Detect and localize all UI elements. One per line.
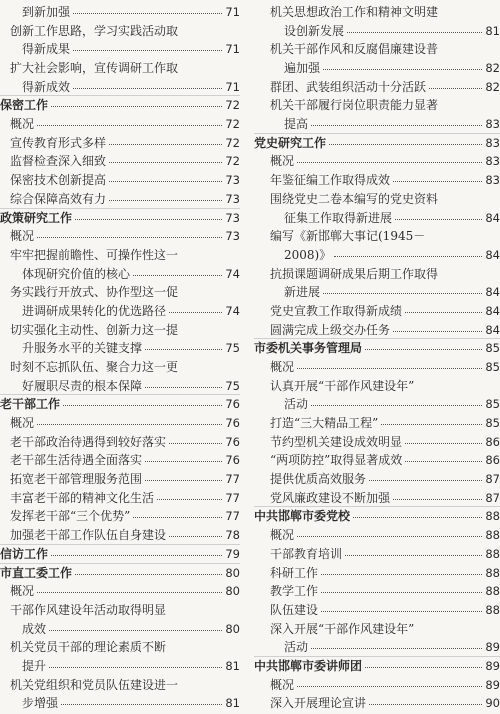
entry-title: 概况 bbox=[270, 678, 295, 692]
toc-entry[interactable] bbox=[0, 469, 240, 488]
page-number: 72 bbox=[225, 153, 240, 168]
page-number: 72 bbox=[225, 97, 240, 112]
page-number: 88 bbox=[485, 546, 500, 561]
toc-entry[interactable] bbox=[254, 544, 500, 563]
leader-dots bbox=[73, 88, 222, 89]
entry-title: 得新成果 bbox=[22, 42, 71, 56]
leader-dots bbox=[145, 387, 222, 388]
entry-title: 概况 bbox=[270, 360, 295, 374]
leader-dots bbox=[109, 162, 222, 163]
page-number: 76 bbox=[225, 415, 240, 430]
leader-dots bbox=[37, 592, 222, 593]
toc-entry[interactable] bbox=[0, 619, 240, 638]
entry-title: 机关党组织和党员队伍建设进一 bbox=[10, 678, 179, 692]
page-number: 73 bbox=[225, 191, 240, 206]
leader-dots bbox=[133, 275, 222, 276]
leader-dots bbox=[49, 630, 222, 631]
entry-title: 活动 bbox=[284, 397, 309, 411]
page-number: 81 bbox=[485, 23, 500, 38]
entry-title: 活动 bbox=[284, 640, 309, 654]
toc-section-heading[interactable] bbox=[0, 544, 240, 563]
page-number: 89 bbox=[485, 658, 500, 673]
toc-entry[interactable] bbox=[0, 264, 240, 283]
page-number: 85 bbox=[485, 359, 500, 374]
page-number: 75 bbox=[225, 378, 240, 393]
toc-entry[interactable] bbox=[254, 413, 500, 432]
leader-dots bbox=[51, 106, 222, 107]
leader-dots bbox=[297, 368, 482, 369]
toc-entry[interactable] bbox=[0, 432, 240, 451]
leader-dots bbox=[345, 555, 482, 556]
entry-title: 概况 bbox=[270, 154, 295, 168]
leader-dots bbox=[311, 648, 482, 649]
entry-title: 圆满完成上级交办任务 bbox=[270, 323, 391, 337]
page-number: 80 bbox=[225, 565, 240, 580]
page-number: 86 bbox=[485, 452, 500, 467]
toc-section-heading[interactable] bbox=[254, 133, 500, 152]
leader-dots bbox=[73, 13, 222, 14]
leader-dots bbox=[365, 349, 482, 350]
entry-title: 机关干部履行岗位职责能力显著 bbox=[270, 98, 439, 112]
toc-entry[interactable] bbox=[254, 151, 500, 170]
entry-title: 2008)》 bbox=[284, 248, 332, 262]
page-number: 74 bbox=[225, 266, 240, 281]
entry-title: 务实践行开放式、协作型这一促 bbox=[10, 285, 179, 299]
entry-title: 机关干部作风和反腐倡廉建设普 bbox=[270, 42, 439, 56]
leader-dots bbox=[51, 555, 222, 556]
leader-dots bbox=[381, 424, 482, 425]
entry-title: 概况 bbox=[10, 584, 35, 598]
leader-dots bbox=[329, 144, 482, 145]
page-number: 72 bbox=[225, 135, 240, 150]
section-title: 老干部工作 bbox=[0, 397, 61, 411]
page-number: 84 bbox=[485, 284, 500, 299]
page-number: 88 bbox=[485, 527, 500, 542]
entry-title: 征集工作取得新进展 bbox=[284, 211, 393, 225]
leader-dots bbox=[347, 32, 482, 33]
entry-title: 科研工作 bbox=[270, 566, 319, 580]
page-number: 76 bbox=[225, 452, 240, 467]
leader-dots bbox=[321, 574, 482, 575]
toc-entry[interactable] bbox=[254, 488, 500, 507]
toc-entry[interactable] bbox=[0, 58, 240, 77]
toc-entry[interactable] bbox=[0, 656, 240, 675]
toc-entry[interactable] bbox=[0, 77, 240, 96]
toc-entry[interactable] bbox=[254, 114, 500, 133]
entry-title: 得新成效 bbox=[22, 80, 71, 94]
leader-dots bbox=[353, 517, 482, 518]
toc-entry[interactable] bbox=[0, 637, 240, 656]
toc-entry[interactable] bbox=[0, 488, 240, 507]
section-title: 中共邯郸市委党校 bbox=[254, 509, 351, 523]
toc-entry[interactable] bbox=[254, 637, 500, 656]
toc-entry[interactable] bbox=[0, 320, 240, 339]
entry-title: 抗损课题调研成果后期工作取得 bbox=[270, 267, 439, 281]
entry-title: 保密技术创新提高 bbox=[10, 173, 107, 187]
entry-title: 丰富老干部的精神文化生活 bbox=[10, 491, 155, 505]
section-title: 市直工委工作 bbox=[0, 566, 73, 580]
leader-dots bbox=[109, 200, 222, 201]
toc-entry[interactable] bbox=[254, 320, 500, 339]
leader-dots bbox=[395, 219, 482, 220]
page-number: 88 bbox=[485, 602, 500, 617]
toc-entry[interactable] bbox=[254, 21, 500, 40]
entry-title: 打造“三大精品工程” bbox=[270, 416, 379, 430]
entry-title: 认真开展“干部作风建设年” bbox=[270, 379, 415, 393]
entry-title: 概况 bbox=[10, 416, 35, 430]
toc-entry[interactable] bbox=[0, 357, 240, 376]
section-title: 政策研究工作 bbox=[0, 211, 73, 225]
toc-left-column bbox=[0, 0, 240, 714]
leader-dots bbox=[369, 704, 482, 705]
toc-entry[interactable] bbox=[254, 282, 500, 301]
toc-entry[interactable] bbox=[0, 338, 240, 357]
leader-dots bbox=[61, 704, 222, 705]
toc-entry[interactable] bbox=[254, 39, 500, 58]
page-number: 80 bbox=[225, 583, 240, 598]
page-number: 90 bbox=[485, 695, 500, 710]
entry-title: 年鉴征编工作取得成效 bbox=[270, 173, 391, 187]
page-number: 88 bbox=[485, 583, 500, 598]
toc-entry[interactable] bbox=[0, 581, 240, 600]
page-number: 84 bbox=[485, 303, 500, 318]
page-number: 71 bbox=[225, 79, 240, 94]
page-number: 87 bbox=[485, 490, 500, 505]
entry-title: 到新加强 bbox=[22, 5, 71, 19]
leader-dots bbox=[49, 667, 222, 668]
leader-dots bbox=[63, 405, 222, 406]
toc-entry[interactable] bbox=[0, 2, 240, 21]
section-title: 中共邯郸市委讲师团 bbox=[254, 659, 363, 673]
toc-entry[interactable] bbox=[254, 450, 500, 469]
toc-entry[interactable] bbox=[254, 376, 500, 395]
entry-title: 升服务水平的关键支撑 bbox=[22, 341, 143, 355]
toc-entry[interactable] bbox=[0, 133, 240, 152]
entry-title: 宣传教育形式多样 bbox=[10, 136, 107, 150]
page-number: 85 bbox=[485, 340, 500, 355]
entry-title: “两项防控”取得显著成效 bbox=[270, 453, 403, 467]
page-number: 86 bbox=[485, 434, 500, 449]
toc-entry[interactable] bbox=[254, 226, 500, 245]
page-number: 76 bbox=[225, 396, 240, 411]
toc-entry[interactable] bbox=[254, 394, 500, 413]
page-number: 78 bbox=[225, 527, 240, 542]
toc-entry[interactable] bbox=[254, 264, 500, 283]
page-number: 73 bbox=[225, 228, 240, 243]
section-title: 市委机关事务管理局 bbox=[254, 341, 363, 355]
leader-dots bbox=[145, 461, 222, 462]
page-number: 72 bbox=[225, 116, 240, 131]
leader-dots bbox=[169, 312, 222, 313]
entry-title: 概况 bbox=[270, 528, 295, 542]
page-number: 77 bbox=[225, 490, 240, 505]
entry-title: 切实强化主动性、创新力这一提 bbox=[10, 323, 179, 337]
entry-title: 群团、武装组织活动十分活跃 bbox=[270, 80, 427, 94]
leader-dots bbox=[321, 611, 482, 612]
toc-entry[interactable] bbox=[0, 245, 240, 264]
entry-title: 干部教育培训 bbox=[270, 547, 343, 561]
entry-title: 节约型机关建设成效明显 bbox=[270, 435, 403, 449]
entry-title: 深入开展“干部作风建设年” bbox=[270, 622, 415, 636]
leader-dots bbox=[145, 480, 222, 481]
page-number: 85 bbox=[485, 396, 500, 411]
leader-dots bbox=[393, 499, 482, 500]
toc-entry[interactable] bbox=[0, 675, 240, 694]
entry-title: 加强老干部工作队伍自身建设 bbox=[10, 528, 167, 542]
entry-title: 好履职尽责的根本保障 bbox=[22, 379, 143, 393]
page-number: 75 bbox=[225, 340, 240, 355]
entry-title: 时刻不忘抓队伍、聚合力这一更 bbox=[10, 360, 179, 374]
toc-entry[interactable] bbox=[254, 189, 500, 208]
entry-title: 干部作风建设年活动取得明显 bbox=[10, 603, 167, 617]
leader-dots bbox=[405, 443, 482, 444]
entry-title: 提高 bbox=[284, 117, 309, 131]
toc-entry[interactable] bbox=[0, 301, 240, 320]
leader-dots bbox=[405, 312, 482, 313]
toc-entry[interactable] bbox=[254, 563, 500, 582]
page-number: 89 bbox=[485, 677, 500, 692]
toc-entry[interactable] bbox=[254, 619, 500, 638]
page-number: 74 bbox=[225, 303, 240, 318]
leader-dots bbox=[37, 237, 222, 238]
toc-entry[interactable] bbox=[0, 450, 240, 469]
leader-dots bbox=[323, 69, 482, 70]
leader-dots bbox=[321, 592, 482, 593]
entry-title: 综合保障高效有力 bbox=[10, 192, 107, 206]
leader-dots bbox=[297, 686, 482, 687]
toc-section-heading[interactable] bbox=[0, 394, 240, 413]
page-number: 76 bbox=[225, 434, 240, 449]
leader-dots bbox=[109, 144, 222, 145]
toc-section-heading[interactable] bbox=[254, 338, 500, 357]
entry-title: 步增强 bbox=[22, 696, 59, 710]
leader-dots bbox=[169, 443, 222, 444]
entry-title: 党风廉政建设不断加强 bbox=[270, 491, 391, 505]
page-number: 84 bbox=[485, 247, 500, 262]
leader-dots bbox=[311, 125, 482, 126]
leader-dots bbox=[145, 349, 222, 350]
toc-entry[interactable] bbox=[254, 432, 500, 451]
entry-title: 深入开展理论宣讲 bbox=[270, 696, 367, 710]
entry-title: 设创新发展 bbox=[284, 24, 345, 38]
page-number: 84 bbox=[485, 210, 500, 225]
entry-title: 机关党员干部的理论素质不断 bbox=[10, 640, 167, 654]
leader-dots bbox=[369, 480, 482, 481]
toc-entry[interactable] bbox=[0, 189, 240, 208]
toc-entry[interactable] bbox=[254, 469, 500, 488]
toc-entry[interactable] bbox=[0, 413, 240, 432]
toc-entry[interactable] bbox=[254, 675, 500, 694]
page-number: 82 bbox=[485, 79, 500, 94]
page-number: 88 bbox=[485, 565, 500, 580]
toc-entry[interactable] bbox=[254, 245, 500, 264]
page-number: 71 bbox=[225, 41, 240, 56]
toc-right-column bbox=[254, 0, 500, 714]
toc-entry[interactable] bbox=[0, 282, 240, 301]
section-title: 信访工作 bbox=[0, 547, 49, 561]
page-number: 81 bbox=[225, 658, 240, 673]
toc-entry[interactable] bbox=[0, 525, 240, 544]
entry-title: 围绕党史二卷本编写的党史资料 bbox=[270, 192, 439, 206]
entry-title: 概况 bbox=[10, 117, 35, 131]
entry-title: 遍加强 bbox=[284, 61, 321, 75]
leader-dots bbox=[297, 536, 482, 537]
entry-title: 扩大社会影响，宣传调研工作取 bbox=[10, 61, 179, 75]
leader-dots bbox=[37, 125, 222, 126]
leader-dots bbox=[334, 256, 482, 257]
page-number: 77 bbox=[225, 508, 240, 523]
toc-entry[interactable] bbox=[254, 525, 500, 544]
leader-dots bbox=[169, 536, 222, 537]
leader-dots bbox=[133, 517, 222, 518]
toc-entry[interactable] bbox=[254, 301, 500, 320]
entry-title: 党史宣教工作取得新成绩 bbox=[270, 304, 403, 318]
toc-entry[interactable] bbox=[254, 170, 500, 189]
leader-dots bbox=[75, 219, 222, 220]
toc-entry[interactable] bbox=[254, 600, 500, 619]
entry-title: 编写《新邯郸大事记(1945－ bbox=[270, 229, 426, 243]
entry-title: 教学工作 bbox=[270, 584, 319, 598]
toc-entry[interactable] bbox=[0, 376, 240, 395]
page-number: 77 bbox=[225, 471, 240, 486]
page-number: 83 bbox=[485, 153, 500, 168]
leader-dots bbox=[393, 181, 482, 182]
toc-entry[interactable] bbox=[254, 58, 500, 77]
page-number: 82 bbox=[485, 60, 500, 75]
entry-title: 老干部政治待遇得到较好落实 bbox=[10, 435, 167, 449]
entry-title: 发挥老干部“三个优势” bbox=[10, 509, 131, 523]
toc-section-heading[interactable] bbox=[254, 656, 500, 675]
leader-dots bbox=[365, 667, 482, 668]
leader-dots bbox=[75, 574, 222, 575]
entry-title: 体现研究价值的核心 bbox=[22, 267, 131, 281]
page-number: 89 bbox=[485, 639, 500, 654]
entry-title: 拓宽老干部管理服务范围 bbox=[10, 472, 143, 486]
toc-entry[interactable] bbox=[0, 226, 240, 245]
toc-entry[interactable] bbox=[254, 581, 500, 600]
toc-entry[interactable] bbox=[254, 693, 500, 712]
toc-entry[interactable] bbox=[0, 151, 240, 170]
leader-dots bbox=[73, 50, 222, 51]
entry-title: 队伍建设 bbox=[270, 603, 319, 617]
toc-entry[interactable] bbox=[0, 506, 240, 525]
page-number: 83 bbox=[485, 116, 500, 131]
toc-entry[interactable] bbox=[254, 95, 500, 114]
toc-entry[interactable] bbox=[254, 357, 500, 376]
section-title: 保密工作 bbox=[0, 98, 49, 112]
leader-dots bbox=[297, 162, 482, 163]
toc-entry[interactable] bbox=[0, 170, 240, 189]
page-number: 71 bbox=[225, 4, 240, 19]
entry-title: 监督检查深入细致 bbox=[10, 154, 107, 168]
toc-entry[interactable] bbox=[254, 2, 500, 21]
leader-dots bbox=[157, 499, 222, 500]
page-number: 88 bbox=[485, 508, 500, 523]
page-number: 83 bbox=[485, 172, 500, 187]
page-number: 85 bbox=[485, 415, 500, 430]
entry-title: 提升 bbox=[22, 659, 47, 673]
page-number: 73 bbox=[225, 172, 240, 187]
toc-section-heading[interactable] bbox=[0, 208, 240, 227]
toc-section-heading[interactable] bbox=[254, 506, 500, 525]
section-title: 党史研究工作 bbox=[254, 136, 327, 150]
toc-entry[interactable] bbox=[254, 208, 500, 227]
toc-entry[interactable] bbox=[254, 77, 500, 96]
entry-title: 成效 bbox=[22, 622, 47, 636]
leader-dots bbox=[37, 424, 222, 425]
leader-dots bbox=[405, 461, 482, 462]
entry-title: 创新工作思路，学习实践活动取 bbox=[10, 24, 179, 38]
entry-title: 机关思想政治工作和精神文明建 bbox=[270, 5, 439, 19]
toc-entry[interactable] bbox=[0, 114, 240, 133]
toc-entry[interactable] bbox=[0, 21, 240, 40]
entry-title: 牢牢把握前瞻性、可操作性这一 bbox=[10, 248, 179, 262]
page-number: 80 bbox=[225, 621, 240, 636]
leader-dots bbox=[429, 88, 482, 89]
leader-dots bbox=[323, 293, 482, 294]
page-number: 83 bbox=[485, 135, 500, 150]
leader-dots bbox=[109, 181, 222, 182]
entry-title: 概况 bbox=[10, 229, 35, 243]
entry-title: 新进展 bbox=[284, 285, 321, 299]
entry-title: 提供优质高效服务 bbox=[270, 472, 367, 486]
entry-title: 老干部生活待遇全面落实 bbox=[10, 453, 143, 467]
toc-entry[interactable] bbox=[0, 39, 240, 58]
leader-dots bbox=[311, 405, 482, 406]
page-number: 81 bbox=[225, 695, 240, 710]
entry-title: 进调研成果转化的优选路径 bbox=[22, 304, 167, 318]
toc-entry[interactable] bbox=[0, 693, 240, 712]
toc-section-heading[interactable] bbox=[0, 95, 240, 114]
page-number: 84 bbox=[485, 322, 500, 337]
page-number: 87 bbox=[485, 471, 500, 486]
page-number: 79 bbox=[225, 546, 240, 561]
leader-dots bbox=[393, 331, 482, 332]
toc-entry[interactable] bbox=[0, 600, 240, 619]
page-number: 73 bbox=[225, 210, 240, 225]
toc-section-heading[interactable] bbox=[0, 563, 240, 582]
